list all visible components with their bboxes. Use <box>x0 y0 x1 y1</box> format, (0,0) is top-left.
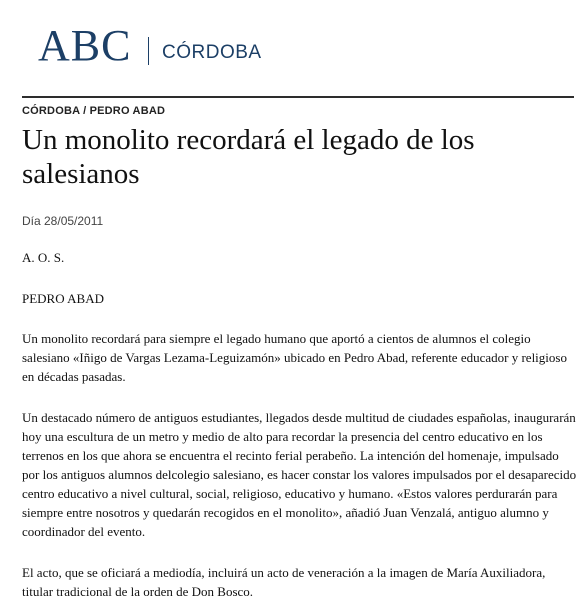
section-title[interactable]: CÓRDOBA <box>162 42 262 63</box>
article-dateline: PEDRO ABAD <box>22 291 104 306</box>
article-headline: Un monolito recordará el legado de los salesianos <box>22 124 475 190</box>
abc-logo[interactable]: ABC <box>38 21 132 70</box>
breadcrumb[interactable]: CÓRDOBA / PEDRO ABAD <box>22 105 166 117</box>
masthead-divider <box>148 37 149 65</box>
header-rule <box>22 96 574 98</box>
article <box>22 100 578 601</box>
article-date: Día 28/05/2011 <box>22 214 104 228</box>
article-author: A. O. S. <box>22 250 65 265</box>
article-paragraph: Un destacado número de antiguos estudiantes, llegados desde multitud de ciudades españolas, inaugurarán hoy una escultura de un metro y medio de alto para recordar la presencia del centro educativo en los terrenos en los que ahora se encuentra el recinto ferial perabeño. La intención del homenaje, impulsado por los antiguos alumnos delcolegio salesiano, es hacer constar los valores impulsados por el desaparecido centro educativo a nivel cultural, social, religioso, educativo y humano. «Estos valores perdurarán para siempre entre nosotros y quedarán recogidos en el monolito», añadió Juan Venzalá, antiguo alumno y coordinador del evento. <box>22 410 577 539</box>
article-paragraph: El acto, que se oficiará a mediodía, incluirá un acto de veneración a la imagen de María Auxiliadora, titular tradicional de la orden de Don Bosco. <box>22 565 546 599</box>
masthead <box>0 0 588 96</box>
article-paragraph: Un monolito recordará para siempre el legado humano que aportó a cientos de alumnos el colegio salesiano «Iñigo de Vargas Lezama-Leguizamón» ubicado en Pedro Abad, referente educador y religioso en décadas pasadas. <box>22 331 567 384</box>
